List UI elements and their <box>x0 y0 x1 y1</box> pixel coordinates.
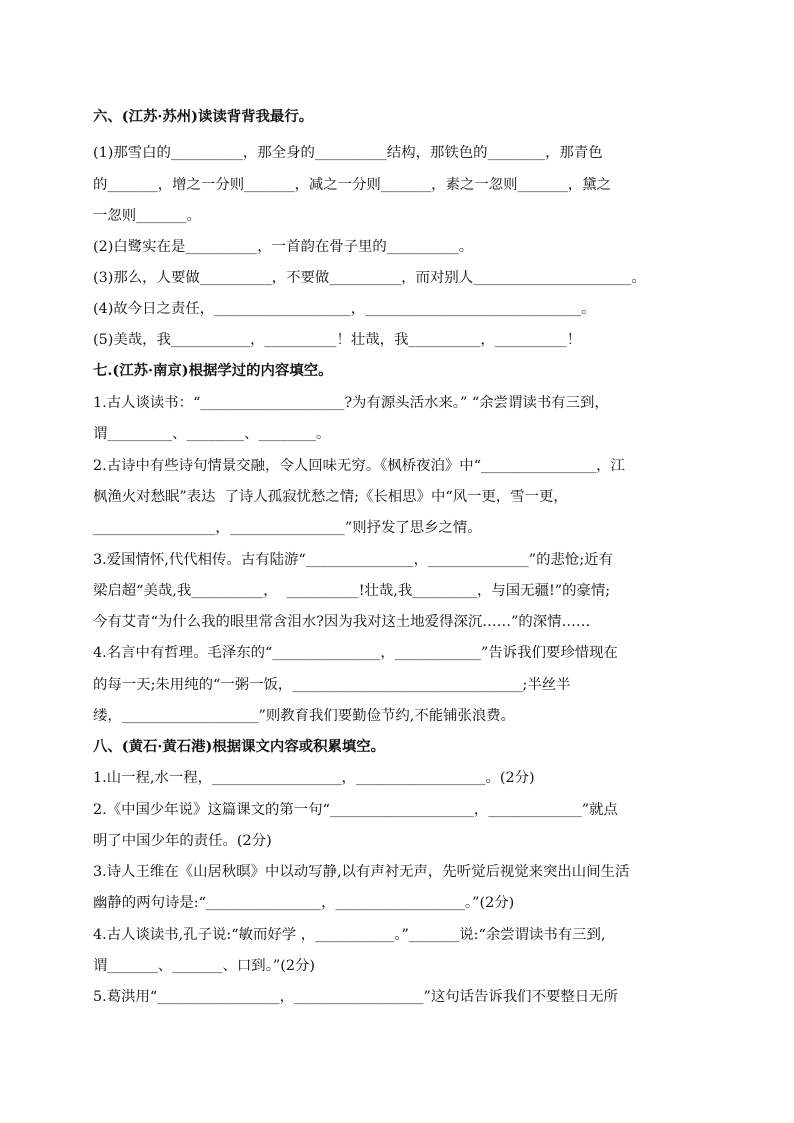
text-line: 2.《中国少年说》这篇课文的第一句“____________________，_____________”就点 <box>93 802 618 818</box>
text-line: (4)故今日之责任，___________________，______________________________。 <box>93 301 596 317</box>
section-six-heading: 六、(江苏·苏州)读读背背我最行。 <box>93 108 314 125</box>
text-line: 枫渔火对愁眠”表达 了诗人孤寂忧愁之情;《长相思》中“风一更，雪一更， <box>93 489 568 505</box>
text-line: (1)那雪白的__________，那全身的__________结构，那铁色的________，那青色 <box>93 145 603 161</box>
text-line: 1.山一程,水一程，__________________，__________________。(2分) <box>93 770 535 786</box>
text-line: 谓_______、_______、口到。”(2分) <box>93 958 316 974</box>
text-line: 的每一天;朱用纯的“一粥一饭，________________________________;半丝半 <box>93 677 571 693</box>
text-line: 2.古诗中有些诗句情景交融，令人回味无穷。《枫桥夜泊》中“________________，江 <box>93 458 625 474</box>
text-line: 谓_________、________、________。 <box>93 426 331 442</box>
text-line: 3.诗人王维在《山居秋暝》中以动写静,以有声衬无声，先听觉后视觉来突出山间生活 <box>93 864 630 880</box>
text-line: 4.古人谈读书,孔子说:“敏而好学 ，___________。”_______说:“余尝谓读书有三到, <box>93 927 606 943</box>
section-eight-heading: 八、(黄石·黄石港)根据课文内容或积累填空。 <box>93 738 386 755</box>
text-line: 3.爱国情怀,代代相传。古有陆游“_______________，______________”的悲怆;近有 <box>93 552 613 568</box>
text-line: (2)白鹭实在是__________，一首韵在骨子里的__________。 <box>93 239 474 255</box>
text-line: 的_______，增之一分则_______，减之一分则_______，素之一忽则_______，黛之 <box>93 177 612 193</box>
text-line: 幽静的两句诗是:“________________，__________________。”(2分) <box>93 895 515 911</box>
text-line: 明了中国少年的责任。(2分) <box>93 833 272 849</box>
text-line: 4.名言中有哲理。毛泽东的“_______________，____________”告诉我们要珍惜现在 <box>93 645 618 661</box>
text-line: 1.古人谈读书：“____________________?为有源头活水来。” “余尝谓读书有三到， <box>93 395 609 411</box>
text-line: 今有艾青“为什么我的眼里常含泪水?因为我对这土地爱得深沉……”的深情…… <box>93 614 591 630</box>
section-seven-heading: 七.(江苏·南京)根据学过的内容填空。 <box>93 362 333 379</box>
text-line: _________________，________________”则抒发了思乡之情。 <box>93 520 482 536</box>
text-line: 5.葛洪用“_________________，__________________”这句话告诉我们不要整日无所 <box>93 989 618 1005</box>
text-line: 一忽则_______。 <box>93 208 201 224</box>
text-line: 梁启超“美哉,我__________， __________!壮哉,我_________，与国无疆!”的豪情; <box>93 583 611 599</box>
text-line: 缕，___________________”则教育我们要勤俭节约,不能铺张浪费。 <box>93 708 516 724</box>
text-line: (5)美哉，我___________，__________！壮哉，我__________，__________！ <box>93 332 582 348</box>
text-line: (3)那么，人要做__________，不要做__________，而对别人______________________。 <box>93 270 646 286</box>
